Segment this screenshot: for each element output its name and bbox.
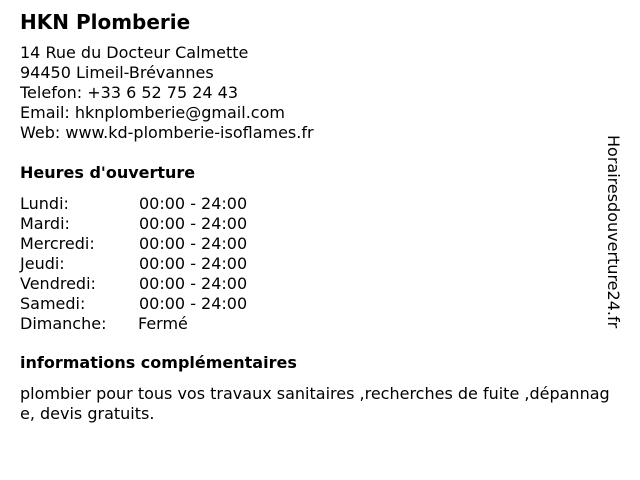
- email: Email: hknplomberie@gmail.com: [20, 103, 285, 122]
- day-label: Samedi:: [20, 294, 86, 313]
- time-range: 00:00 - 24:00: [139, 254, 248, 273]
- phone: Telefon: +33 6 52 75 24 43: [20, 83, 239, 102]
- website: Web: www.kd-plomberie-isoflames.fr: [20, 123, 314, 142]
- time-range: 00:00 - 24:00: [139, 194, 248, 213]
- additional-info-text: plombier pour tous vos travaux sanitaires ,recherches de fuite ,dépannage, devis gratuits.: [20, 384, 610, 423]
- time-range: 00:00 - 24:00: [139, 214, 248, 233]
- day-label: Mercredi:: [20, 234, 95, 253]
- day-label: Dimanche:: [20, 314, 107, 333]
- day-label: Vendredi:: [20, 274, 96, 293]
- day-label: Jeudi:: [20, 254, 65, 273]
- opening-hours-heading: Heures d'ouverture: [20, 163, 196, 182]
- business-name: HKN Plomberie: [20, 10, 191, 34]
- closed-label: Fermé: [138, 314, 188, 333]
- time-range: 00:00 - 24:00: [139, 274, 248, 293]
- day-label: Mardi:: [20, 214, 70, 233]
- time-range: 00:00 - 24:00: [139, 294, 248, 313]
- additional-info-heading: informations complémentaires: [20, 353, 297, 372]
- day-label: Lundi:: [20, 194, 69, 213]
- address-line-1: 14 Rue du Docteur Calmette: [20, 43, 249, 62]
- address-line-2: 94450 Limeil-Brévannes: [20, 63, 214, 82]
- site-watermark: Horairesdouverture24.fr: [604, 135, 623, 329]
- time-range: 00:00 - 24:00: [139, 234, 248, 253]
- contact-block: [20, 43, 314, 143]
